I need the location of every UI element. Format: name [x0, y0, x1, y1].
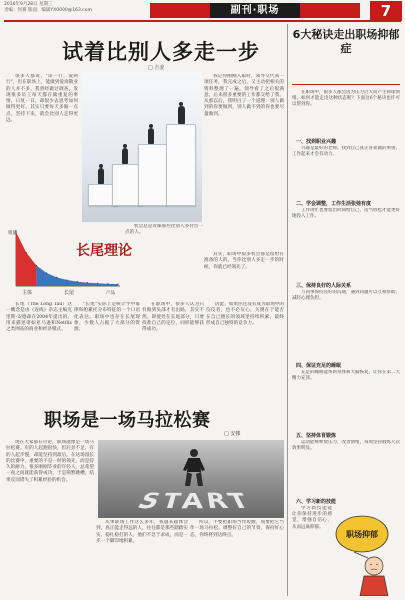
cartoon-label: 职场抑郁: [346, 530, 378, 539]
depression-cartoon: [332, 512, 400, 596]
header-date: 2016年9月28日 星期三: [4, 2, 53, 7]
page-header: [0, 0, 405, 22]
chart-head-area: [16, 232, 36, 286]
sidebar-text-1: 兴趣是最好的老师。找到自己真正喜欢做的事情，工作起来才会有动力。: [292, 146, 400, 158]
article1-column-2: 我记得刚刚入职时，领导交代我一项任务，我完成之后，又主动把相关的资料整理了一遍。领导看了之后很满意，后来很多重要的工作都交给了我。从那以后，我明白了一个道理：别人做到的你要做到，别人做不到的你也要尽量做到。: [204, 74, 284, 117]
header-date-line: [4, 2, 92, 13]
article2-column-2: "长尾"实际上是统计学中幂律和帕累托分布特征的一个口语化表达。职场中也存在长尾现象，少数人占据了大部分的资源。: [74, 302, 140, 333]
sidebar-divider: [287, 24, 288, 596]
article1-column-3: 其实，职场中很多机会都是留给有准备的人的。当你比别人多走一步的时候，你就已经领先了。: [204, 252, 284, 270]
sidebar-intro: 在职场中，很多人都会因为压力过大而产生抑郁情绪。如何才能走出这种状态呢？下面这6个秘诀也许可以帮到你。: [292, 90, 400, 108]
sidebar-text-5: 运动能够释放压力，改善情绪，每周坚持锻炼几次效果明显。: [292, 440, 400, 452]
sidebar-text-6: 学习新技能能让你保持进步的感觉，增强自信心，从而远离抑郁。: [292, 506, 332, 530]
sidebar-heading-5: 五、坚持体育锻炼: [296, 433, 337, 439]
chart-point: [87, 282, 88, 283]
article1-column-4: 机会总是青睐那些比别人多付出一点的人。: [125, 224, 203, 236]
sidebar-heading-3: 三、保持良好的人际关系: [296, 283, 352, 289]
chart-point: [107, 283, 108, 284]
sidebar-heading-6: 六、学习新的技能: [296, 499, 337, 505]
long-tail-chart: [6, 224, 124, 300]
article3-column-2: 从事职场工作这么多年，我越来越体会到，真正能走得远的人，往往都是那些踏踏实实、稳扎稳打的人。他们不急于求成，而是一步一个脚印地积累。: [96, 520, 188, 544]
chart-point: [56, 277, 57, 278]
businessman-figure: [98, 168, 104, 184]
chart-tail-area: [36, 265, 118, 286]
photo-step: [166, 124, 196, 206]
section-title: 副刊·职场: [210, 3, 300, 18]
sidebar-text-3: 与同事保持良好的沟通，遇到问题可以互相帮助，减轻心理负担。: [292, 290, 400, 302]
chart-point: [77, 281, 78, 282]
chart-y-label: 销量: [8, 231, 17, 236]
chart-tail-label: 长尾: [64, 290, 75, 296]
header-editor: 责编：何赛 版面：编辑YX0000@163.com: [4, 7, 92, 13]
sidebar-text-2: 工作再忙也要留出时间给自己，适当放松才能更好地投入工作。: [292, 208, 400, 220]
chart-title: 长尾理论: [76, 243, 132, 259]
article1-photo: [82, 72, 202, 222]
article2-column-1: 长尾（The Long Tail）这一概念是由《连线》杂志主编克里斯·安德森在2004年提出的，用来描述诸如亚马逊和Netflix之类网站的商业和经济模式。: [6, 302, 72, 333]
sidebar-heading-1: 一、找到职业兴趣: [296, 139, 337, 145]
article1-title: 试着比别人多走一步: [62, 40, 260, 64]
article3-title: 职场是一场马拉松赛: [44, 410, 211, 431]
businessman-figure: [122, 148, 128, 164]
section-band: [150, 3, 360, 18]
chart-point: [26, 252, 27, 253]
runner-figure: [182, 448, 206, 488]
sidebar-title: 6大秘诀走出职场抑郁症: [292, 28, 400, 55]
article3-byline: □ 安娜: [224, 431, 241, 437]
chart-point: [97, 283, 98, 284]
article1-column-1: 很多人都说，"读一行，爱两行"，但在职场上，能做到爱岗敬业的人并不多。我曾经做过调查，发现很多员工每天都在做重复的事情，日复一日，却很少去思考如何做得更好。其实只要每天多做一点点，坚持下来，就会比别人走得更远。: [6, 74, 78, 124]
chart-x-label: 产品: [106, 291, 115, 296]
businessman-figure: [178, 106, 185, 124]
businessman-figure: [148, 128, 154, 144]
chart-point: [46, 272, 47, 273]
start-line-text: START: [130, 490, 261, 516]
chart-point: [117, 284, 118, 285]
article1-byline: □ 吉姜: [148, 65, 165, 71]
article2-column-3: 在职场中，很多人认为只有做到头部才有出路，其实不然。即使处在长尾部分，只要找准自己的定位，同样能够获得成功。: [142, 302, 204, 333]
page-number: 7: [370, 1, 402, 21]
header-rule: [4, 20, 401, 22]
chart-point: [66, 279, 67, 280]
chart-point: [36, 265, 37, 266]
sidebar-title-rule: [292, 84, 400, 85]
article2-column-4: 因此，如果你还没有成为职场中的佼佼者，也不必灰心。关键在于能否在自己擅长的领域里持续积累，最终形成自己独特的竞争力。: [206, 302, 284, 326]
sidebar-heading-4: 四、保证充足的睡眠: [296, 363, 342, 369]
article3-column-1: 现在大家都在讨论，职场就像是一场马拉松赛。有的人起跑很快，但后劲不足；有的人起步慢，却能坚持到最后。在这场漫长的比赛中，重要的不是一时的领先，而是持久的耐力。很多刚刚毕业的年轻人，总希望一夜之间就能获得成功，于是频繁跳槽，结果反而错失了积累经验的机会。: [6, 440, 94, 483]
article3-photo: [98, 440, 284, 518]
sidebar-text-4: 充足的睡眠能帮助身体和大脑恢复，让你在第二天精力充沛。: [292, 370, 400, 382]
sidebar-heading-2: 二、学会调整，工作生活张弛有度: [296, 201, 372, 207]
photo-step: [138, 144, 168, 206]
chart-head-label: 主体: [22, 290, 33, 296]
article3-column-3: 所以，不要把职场当作短跑，而要把它当作一场马拉松。调整好自己的节奏，保持好心态，你终将到达终点。: [190, 520, 284, 538]
